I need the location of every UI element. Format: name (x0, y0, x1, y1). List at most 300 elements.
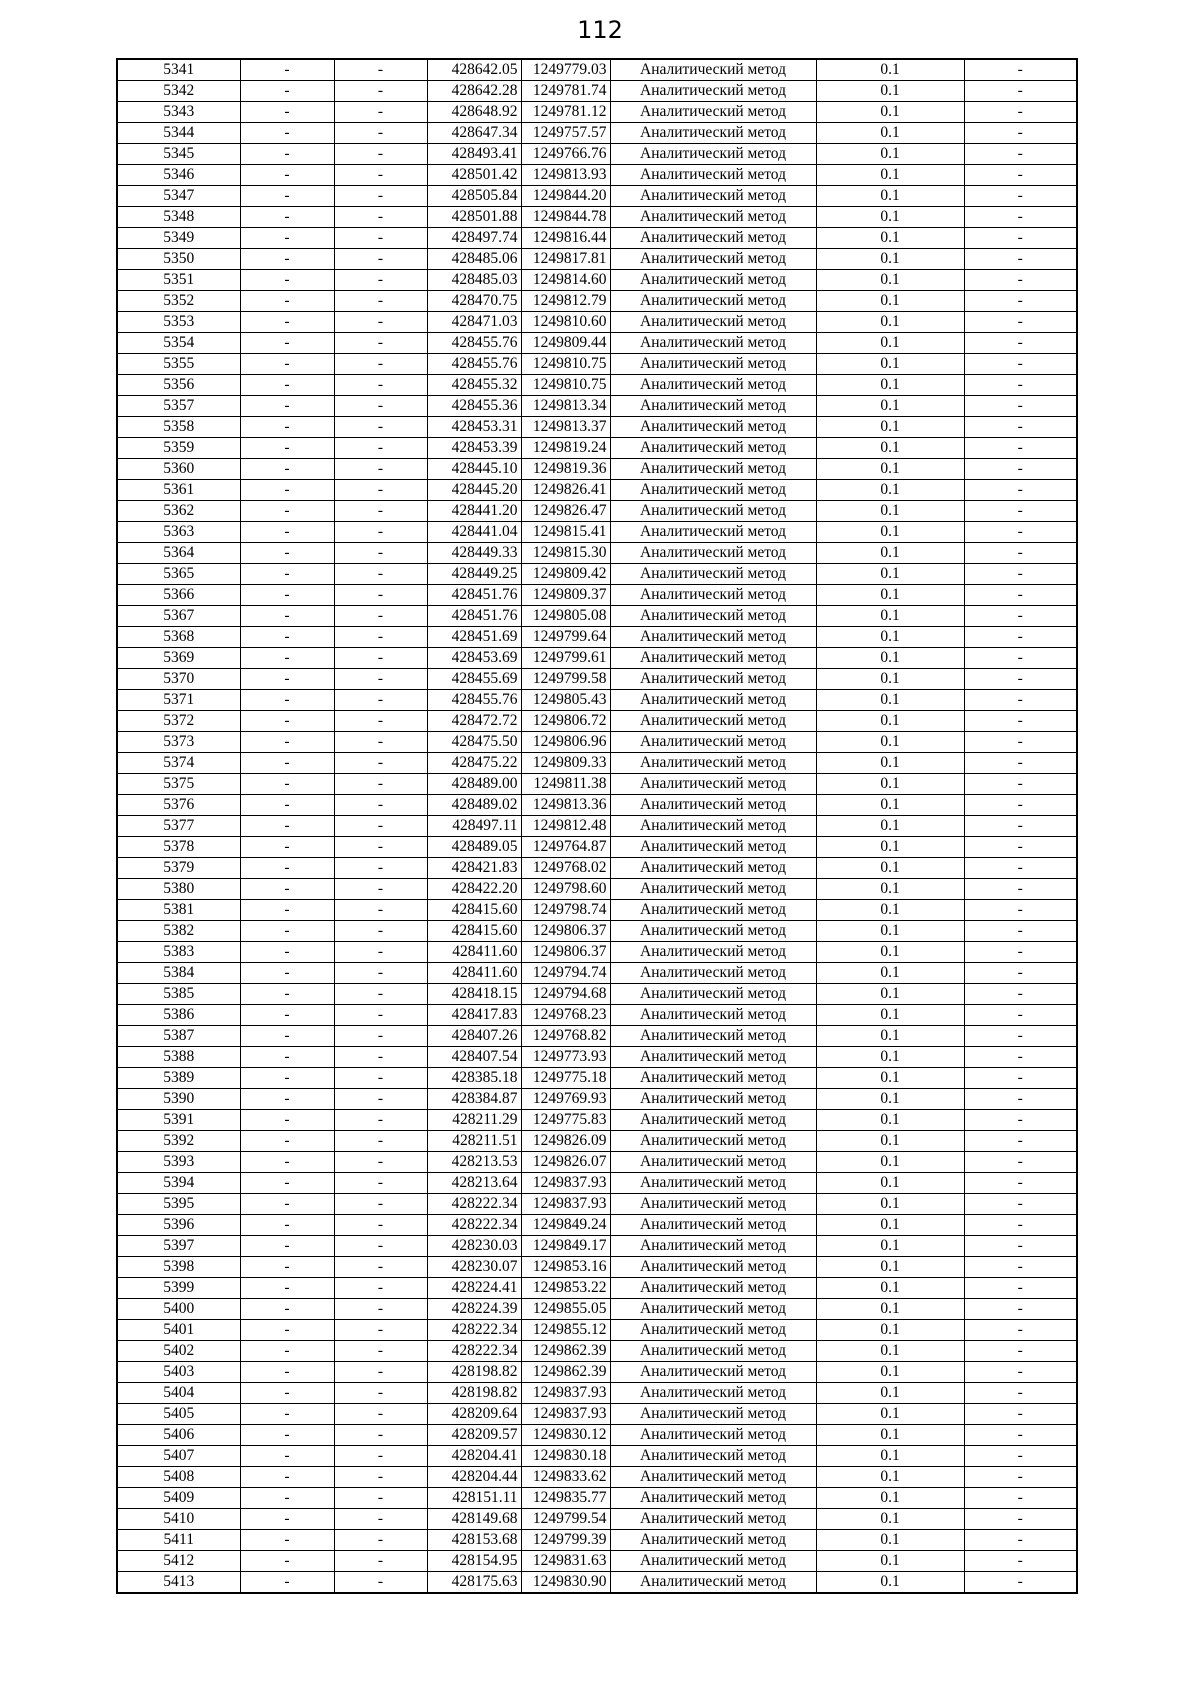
col-8-value: - (964, 1467, 1077, 1488)
col-2-value: - (240, 585, 334, 606)
method: Аналитический метод (610, 648, 816, 669)
y-coordinate: 1249826.47 (521, 501, 610, 522)
point-number: 5379 (117, 858, 240, 879)
method: Аналитический метод (610, 1572, 816, 1594)
y-coordinate: 1249813.37 (521, 417, 610, 438)
y-coordinate: 1249798.60 (521, 879, 610, 900)
x-coordinate: 428485.06 (427, 249, 521, 270)
table-row (117, 270, 1077, 291)
col-2-value: - (240, 144, 334, 165)
col-2-value: - (240, 564, 334, 585)
col-2-value: - (240, 879, 334, 900)
table-row (117, 1005, 1077, 1026)
point-number: 5346 (117, 165, 240, 186)
accuracy: 0.1 (816, 1320, 964, 1341)
method: Аналитический метод (610, 690, 816, 711)
method: Аналитический метод (610, 228, 816, 249)
x-coordinate: 428445.10 (427, 459, 521, 480)
col-8-value: - (964, 900, 1077, 921)
col-2-value: - (240, 1551, 334, 1572)
col-3-value: - (334, 1299, 427, 1320)
x-coordinate: 428417.83 (427, 1005, 521, 1026)
col-3-value: - (334, 270, 427, 291)
method: Аналитический метод (610, 1278, 816, 1299)
col-3-value: - (334, 1257, 427, 1278)
point-number: 5389 (117, 1068, 240, 1089)
point-number: 5375 (117, 774, 240, 795)
col-8-value: - (964, 1089, 1077, 1110)
y-coordinate: 1249781.12 (521, 102, 610, 123)
x-coordinate: 428211.51 (427, 1131, 521, 1152)
x-coordinate: 428647.34 (427, 123, 521, 144)
col-8-value: - (964, 375, 1077, 396)
col-8-value: - (964, 102, 1077, 123)
method: Аналитический метод (610, 1467, 816, 1488)
y-coordinate: 1249812.48 (521, 816, 610, 837)
col-3-value: - (334, 1509, 427, 1530)
accuracy: 0.1 (816, 921, 964, 942)
col-2-value: - (240, 1215, 334, 1236)
table-row (117, 1362, 1077, 1383)
x-coordinate: 428411.60 (427, 963, 521, 984)
table-row (117, 165, 1077, 186)
x-coordinate: 428198.82 (427, 1383, 521, 1404)
y-coordinate: 1249826.41 (521, 480, 610, 501)
col-2-value: - (240, 333, 334, 354)
point-number: 5399 (117, 1278, 240, 1299)
col-2-value: - (240, 375, 334, 396)
accuracy: 0.1 (816, 333, 964, 354)
y-coordinate: 1249853.16 (521, 1257, 610, 1278)
col-8-value: - (964, 291, 1077, 312)
x-coordinate: 428222.34 (427, 1320, 521, 1341)
method: Аналитический метод (610, 1446, 816, 1467)
col-8-value: - (964, 921, 1077, 942)
col-8-value: - (964, 1131, 1077, 1152)
col-2-value: - (240, 837, 334, 858)
col-3-value: - (334, 627, 427, 648)
y-coordinate: 1249806.72 (521, 711, 610, 732)
col-2-value: - (240, 648, 334, 669)
point-number: 5365 (117, 564, 240, 585)
y-coordinate: 1249844.78 (521, 207, 610, 228)
table-row (117, 669, 1077, 690)
col-2-value: - (240, 354, 334, 375)
accuracy: 0.1 (816, 207, 964, 228)
y-coordinate: 1249855.12 (521, 1320, 610, 1341)
col-3-value: - (334, 837, 427, 858)
col-2-value: - (240, 606, 334, 627)
col-3-value: - (334, 522, 427, 543)
table-row (117, 1383, 1077, 1404)
point-number: 5362 (117, 501, 240, 522)
method: Аналитический метод (610, 333, 816, 354)
col-8-value: - (964, 732, 1077, 753)
x-coordinate: 428455.76 (427, 354, 521, 375)
col-2-value: - (240, 1509, 334, 1530)
accuracy: 0.1 (816, 1341, 964, 1362)
table-row (117, 774, 1077, 795)
y-coordinate: 1249768.02 (521, 858, 610, 879)
accuracy: 0.1 (816, 1383, 964, 1404)
point-number: 5347 (117, 186, 240, 207)
table-row (117, 1572, 1077, 1594)
table-row (117, 816, 1077, 837)
point-number: 5381 (117, 900, 240, 921)
method: Аналитический метод (610, 1488, 816, 1509)
col-8-value: - (964, 648, 1077, 669)
col-8-value: - (964, 1047, 1077, 1068)
col-3-value: - (334, 1467, 427, 1488)
accuracy: 0.1 (816, 627, 964, 648)
accuracy: 0.1 (816, 1530, 964, 1551)
accuracy: 0.1 (816, 1089, 964, 1110)
x-coordinate: 428453.69 (427, 648, 521, 669)
x-coordinate: 428198.82 (427, 1362, 521, 1383)
accuracy: 0.1 (816, 564, 964, 585)
table-row (117, 186, 1077, 207)
method: Аналитический метод (610, 291, 816, 312)
col-8-value: - (964, 459, 1077, 480)
col-3-value: - (334, 123, 427, 144)
point-number: 5406 (117, 1425, 240, 1446)
method: Аналитический метод (610, 1341, 816, 1362)
accuracy: 0.1 (816, 1173, 964, 1194)
x-coordinate: 428211.29 (427, 1110, 521, 1131)
col-3-value: - (334, 1089, 427, 1110)
method: Аналитический метод (610, 984, 816, 1005)
y-coordinate: 1249799.61 (521, 648, 610, 669)
accuracy: 0.1 (816, 501, 964, 522)
point-number: 5398 (117, 1257, 240, 1278)
col-8-value: - (964, 249, 1077, 270)
col-2-value: - (240, 669, 334, 690)
point-number: 5366 (117, 585, 240, 606)
table-row (117, 1173, 1077, 1194)
accuracy: 0.1 (816, 144, 964, 165)
col-3-value: - (334, 501, 427, 522)
table-row (117, 1320, 1077, 1341)
col-2-value: - (240, 942, 334, 963)
point-number: 5361 (117, 480, 240, 501)
point-number: 5360 (117, 459, 240, 480)
y-coordinate: 1249853.22 (521, 1278, 610, 1299)
col-3-value: - (334, 1173, 427, 1194)
col-2-value: - (240, 1257, 334, 1278)
col-3-value: - (334, 417, 427, 438)
col-8-value: - (964, 1425, 1077, 1446)
point-number: 5355 (117, 354, 240, 375)
y-coordinate: 1249837.93 (521, 1404, 610, 1425)
col-2-value: - (240, 270, 334, 291)
col-8-value: - (964, 1005, 1077, 1026)
x-coordinate: 428475.22 (427, 753, 521, 774)
col-3-value: - (334, 690, 427, 711)
col-8-value: - (964, 1551, 1077, 1572)
table-row (117, 1047, 1077, 1068)
method: Аналитический метод (610, 1362, 816, 1383)
y-coordinate: 1249775.83 (521, 1110, 610, 1131)
method: Аналитический метод (610, 438, 816, 459)
col-8-value: - (964, 753, 1077, 774)
col-2-value: - (240, 858, 334, 879)
accuracy: 0.1 (816, 585, 964, 606)
y-coordinate: 1249799.64 (521, 627, 610, 648)
table-row (117, 144, 1077, 165)
x-coordinate: 428204.41 (427, 1446, 521, 1467)
method: Аналитический метод (610, 59, 816, 81)
y-coordinate: 1249815.30 (521, 543, 610, 564)
x-coordinate: 428493.41 (427, 144, 521, 165)
col-8-value: - (964, 396, 1077, 417)
y-coordinate: 1249799.54 (521, 1509, 610, 1530)
point-number: 5378 (117, 837, 240, 858)
col-8-value: - (964, 1530, 1077, 1551)
method: Аналитический метод (610, 1404, 816, 1425)
accuracy: 0.1 (816, 396, 964, 417)
x-coordinate: 428213.53 (427, 1152, 521, 1173)
method: Аналитический метод (610, 459, 816, 480)
col-8-value: - (964, 1194, 1077, 1215)
accuracy: 0.1 (816, 186, 964, 207)
point-number: 5369 (117, 648, 240, 669)
x-coordinate: 428154.95 (427, 1551, 521, 1572)
table-row (117, 1278, 1077, 1299)
col-3-value: - (334, 1425, 427, 1446)
method: Аналитический метод (610, 522, 816, 543)
col-2-value: - (240, 59, 334, 81)
col-8-value: - (964, 438, 1077, 459)
col-3-value: - (334, 984, 427, 1005)
method: Аналитический метод (610, 900, 816, 921)
x-coordinate: 428485.03 (427, 270, 521, 291)
method: Аналитический метод (610, 795, 816, 816)
point-number: 5342 (117, 81, 240, 102)
col-2-value: - (240, 816, 334, 837)
col-2-value: - (240, 1404, 334, 1425)
point-number: 5394 (117, 1173, 240, 1194)
method: Аналитический метод (610, 1026, 816, 1047)
x-coordinate: 428455.76 (427, 690, 521, 711)
y-coordinate: 1249768.82 (521, 1026, 610, 1047)
col-8-value: - (964, 501, 1077, 522)
col-2-value: - (240, 1299, 334, 1320)
y-coordinate: 1249817.81 (521, 249, 610, 270)
accuracy: 0.1 (816, 648, 964, 669)
x-coordinate: 428451.76 (427, 585, 521, 606)
point-number: 5351 (117, 270, 240, 291)
point-number: 5385 (117, 984, 240, 1005)
x-coordinate: 428489.00 (427, 774, 521, 795)
col-8-value: - (964, 1383, 1077, 1404)
table-row (117, 438, 1077, 459)
col-8-value: - (964, 858, 1077, 879)
col-2-value: - (240, 459, 334, 480)
col-8-value: - (964, 816, 1077, 837)
y-coordinate: 1249805.08 (521, 606, 610, 627)
col-2-value: - (240, 690, 334, 711)
x-coordinate: 428230.03 (427, 1236, 521, 1257)
method: Аналитический метод (610, 123, 816, 144)
col-3-value: - (334, 858, 427, 879)
col-8-value: - (964, 690, 1077, 711)
accuracy: 0.1 (816, 1047, 964, 1068)
point-number: 5403 (117, 1362, 240, 1383)
point-number: 5341 (117, 59, 240, 81)
method: Аналитический метод (610, 1383, 816, 1404)
y-coordinate: 1249775.18 (521, 1068, 610, 1089)
accuracy: 0.1 (816, 1131, 964, 1152)
col-3-value: - (334, 459, 427, 480)
point-number: 5372 (117, 711, 240, 732)
table-row (117, 1488, 1077, 1509)
point-number: 5374 (117, 753, 240, 774)
col-3-value: - (334, 669, 427, 690)
method: Аналитический метод (610, 1551, 816, 1572)
col-2-value: - (240, 123, 334, 144)
x-coordinate: 428455.69 (427, 669, 521, 690)
point-number: 5367 (117, 606, 240, 627)
accuracy: 0.1 (816, 1299, 964, 1320)
col-3-value: - (334, 312, 427, 333)
col-3-value: - (334, 375, 427, 396)
col-8-value: - (964, 669, 1077, 690)
point-number: 5376 (117, 795, 240, 816)
col-3-value: - (334, 1383, 427, 1404)
col-2-value: - (240, 900, 334, 921)
x-coordinate: 428407.26 (427, 1026, 521, 1047)
y-coordinate: 1249764.87 (521, 837, 610, 858)
col-3-value: - (334, 81, 427, 102)
col-8-value: - (964, 1404, 1077, 1425)
y-coordinate: 1249809.42 (521, 564, 610, 585)
table-row (117, 900, 1077, 921)
x-coordinate: 428213.64 (427, 1173, 521, 1194)
col-2-value: - (240, 1425, 334, 1446)
col-2-value: - (240, 417, 334, 438)
y-coordinate: 1249809.33 (521, 753, 610, 774)
method: Аналитический метод (610, 81, 816, 102)
table-row (117, 732, 1077, 753)
y-coordinate: 1249830.90 (521, 1572, 610, 1594)
point-number: 5386 (117, 1005, 240, 1026)
col-3-value: - (334, 333, 427, 354)
y-coordinate: 1249811.38 (521, 774, 610, 795)
col-8-value: - (964, 1236, 1077, 1257)
accuracy: 0.1 (816, 606, 964, 627)
x-coordinate: 428449.33 (427, 543, 521, 564)
col-2-value: - (240, 1278, 334, 1299)
col-3-value: - (334, 1551, 427, 1572)
y-coordinate: 1249830.12 (521, 1425, 610, 1446)
point-number: 5353 (117, 312, 240, 333)
y-coordinate: 1249809.44 (521, 333, 610, 354)
x-coordinate: 428451.69 (427, 627, 521, 648)
col-3-value: - (334, 1320, 427, 1341)
accuracy: 0.1 (816, 102, 964, 123)
col-3-value: - (334, 564, 427, 585)
method: Аналитический метод (610, 1320, 816, 1341)
y-coordinate: 1249816.44 (521, 228, 610, 249)
y-coordinate: 1249814.60 (521, 270, 610, 291)
col-8-value: - (964, 1026, 1077, 1047)
table-row (117, 1551, 1077, 1572)
col-8-value: - (964, 144, 1077, 165)
point-number: 5387 (117, 1026, 240, 1047)
point-number: 5356 (117, 375, 240, 396)
table-row (117, 1110, 1077, 1131)
point-number: 5407 (117, 1446, 240, 1467)
method: Аналитический метод (610, 732, 816, 753)
method: Аналитический метод (610, 921, 816, 942)
point-number: 5411 (117, 1530, 240, 1551)
y-coordinate: 1249798.74 (521, 900, 610, 921)
method: Аналитический метод (610, 627, 816, 648)
point-number: 5358 (117, 417, 240, 438)
point-number: 5405 (117, 1404, 240, 1425)
method: Аналитический метод (610, 669, 816, 690)
table-row (117, 564, 1077, 585)
col-3-value: - (334, 1068, 427, 1089)
coordinates-table (116, 58, 1078, 1594)
col-3-value: - (334, 1404, 427, 1425)
table-row (117, 795, 1077, 816)
x-coordinate: 428385.18 (427, 1068, 521, 1089)
col-2-value: - (240, 165, 334, 186)
accuracy: 0.1 (816, 438, 964, 459)
y-coordinate: 1249813.34 (521, 396, 610, 417)
accuracy: 0.1 (816, 543, 964, 564)
accuracy: 0.1 (816, 1026, 964, 1047)
col-8-value: - (964, 333, 1077, 354)
method: Аналитический метод (610, 375, 816, 396)
accuracy: 0.1 (816, 1551, 964, 1572)
col-2-value: - (240, 1089, 334, 1110)
method: Аналитический метод (610, 1530, 816, 1551)
col-3-value: - (334, 1341, 427, 1362)
table-row (117, 333, 1077, 354)
col-2-value: - (240, 1152, 334, 1173)
col-2-value: - (240, 1173, 334, 1194)
col-8-value: - (964, 59, 1077, 81)
y-coordinate: 1249806.96 (521, 732, 610, 753)
col-3-value: - (334, 1215, 427, 1236)
col-8-value: - (964, 1509, 1077, 1530)
y-coordinate: 1249779.03 (521, 59, 610, 81)
table-row (117, 942, 1077, 963)
method: Аналитический метод (610, 480, 816, 501)
col-3-value: - (334, 1572, 427, 1594)
y-coordinate: 1249773.93 (521, 1047, 610, 1068)
method: Аналитический метод (610, 1509, 816, 1530)
table-row (117, 984, 1077, 1005)
col-8-value: - (964, 1257, 1077, 1278)
accuracy: 0.1 (816, 879, 964, 900)
accuracy: 0.1 (816, 942, 964, 963)
point-number: 5413 (117, 1572, 240, 1594)
col-2-value: - (240, 732, 334, 753)
x-coordinate: 428384.87 (427, 1089, 521, 1110)
method: Аналитический метод (610, 207, 816, 228)
point-number: 5363 (117, 522, 240, 543)
col-2-value: - (240, 1026, 334, 1047)
table-row (117, 1404, 1077, 1425)
accuracy: 0.1 (816, 312, 964, 333)
x-coordinate: 428449.25 (427, 564, 521, 585)
col-3-value: - (334, 144, 427, 165)
x-coordinate: 428151.11 (427, 1488, 521, 1509)
method: Аналитический метод (610, 1110, 816, 1131)
